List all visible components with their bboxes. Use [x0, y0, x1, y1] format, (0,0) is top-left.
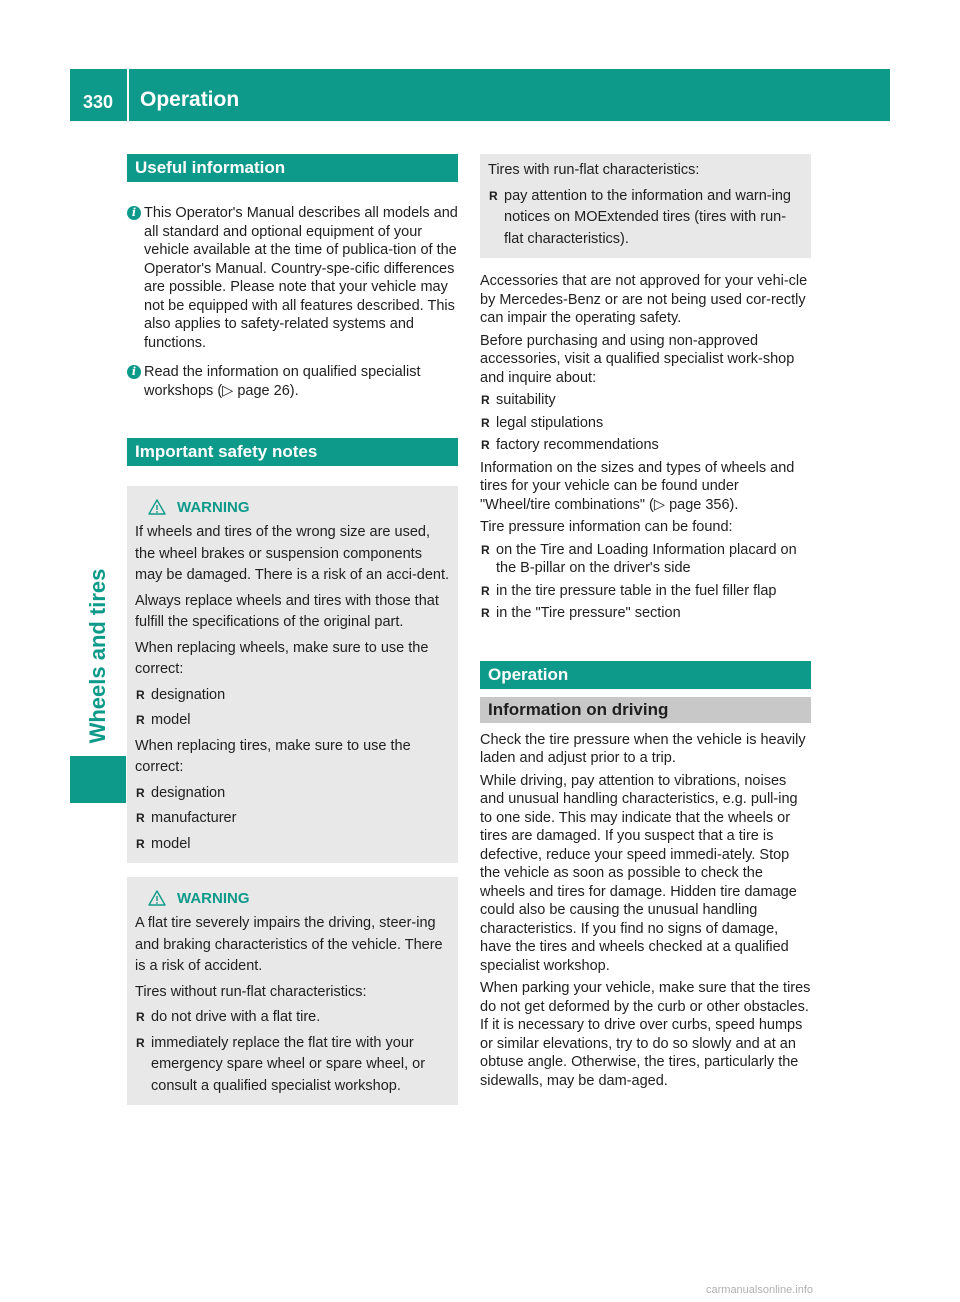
header-divider — [127, 69, 129, 121]
body-text: Tire pressure information can be found: — [480, 519, 733, 535]
info-note-text: Read the information on qualified specialist workshops (▷ page 26). — [144, 364, 421, 399]
list-item: R do not drive with a flat tire. — [135, 1007, 450, 1029]
bullet-list — [135, 1007, 450, 1097]
list-item: R model — [135, 710, 450, 732]
warning-label: WARNING — [177, 889, 250, 907]
information-on-driving-heading: Information on driving — [480, 697, 811, 723]
warning-triangle-icon — [148, 890, 166, 906]
list-item: R immediately replace the flat tire with your emergency spare wheel or spare wheel, or consult a qualified specialist workshop. — [136, 1034, 426, 1094]
body-text: Information on the sizes and types of wheels and tires for your vehicle can be found under "Wheel/tire combinations" (▷ page 356). — [480, 459, 795, 513]
left-column — [127, 154, 458, 1105]
list-item: R suitability — [481, 392, 556, 408]
list-item: R designation — [135, 783, 450, 805]
warning-text: When replacing wheels, make sure to use the correct: — [135, 639, 429, 677]
list-item: R legal stipulations — [481, 414, 604, 431]
bullet-list — [480, 391, 811, 455]
list-item: R designation — [135, 685, 450, 707]
warning-heading — [148, 496, 450, 518]
side-tab-block — [70, 756, 126, 803]
warning-text: If wheels and tires of the wrong size are used, the wheel brakes or suspension components may be damaged. There is a risk of an acci-dent. — [135, 524, 450, 583]
warning-text: A flat tire severely impairs the driving, steer-ing and braking characteristics of the vehicle. There is a risk of accident. — [135, 915, 443, 974]
warning-box — [127, 877, 458, 1105]
list-item: R in the tire pressure table in the fuel filler flap — [481, 582, 777, 599]
warning-triangle-icon — [148, 499, 166, 515]
page-number: 330 — [83, 92, 114, 112]
operation-heading: Operation — [480, 661, 811, 689]
list-item: R in the "Tire pressure" section — [481, 605, 681, 621]
bullet-icon: R — [481, 542, 490, 557]
info-note — [127, 363, 458, 400]
warning-text: Always replace wheels and tires with those that fulfill the specifications of the original part. — [135, 592, 439, 630]
bullet-icon: R — [481, 606, 490, 620]
warning-label: WARNING — [177, 498, 250, 516]
warning-box — [127, 486, 458, 863]
info-note-text: This Operator's Manual describes all models and all standard and optional equipment of your vehicle available at the time of publica-tion of the Operator's Manual. Country-spe-cific differences are possible. Please note that your vehicle may not be equipped with all features described. This also applies to safety-related systems and functions. — [144, 205, 458, 351]
info-note — [127, 204, 458, 352]
bullet-icon: R — [489, 188, 498, 203]
bullet-list — [135, 783, 450, 856]
body-text: Check the tire pressure when the vehicle is heavily laden and adjust prior to a trip. — [480, 731, 806, 766]
runflat-box — [480, 154, 811, 258]
bullet-icon: R — [136, 713, 145, 727]
body-text: Before purchasing and using non-approved accessories, visit a qualified specialist work-shop and inquire about: — [480, 332, 795, 386]
bullet-icon: R — [136, 836, 145, 851]
list-item: R manufacturer — [135, 808, 450, 830]
right-column — [480, 154, 811, 1090]
page-title: Operation — [140, 88, 240, 111]
list-item: R model — [135, 834, 450, 856]
bullet-icon: R — [481, 415, 490, 430]
runflat-title: Tires with run-flat characteristics: — [488, 162, 700, 178]
list-item: R on the Tire and Loading Information placard on the B-pillar on the driver's side — [481, 541, 797, 576]
bullet-icon: R — [136, 1035, 145, 1050]
warning-text: When replacing tires, make sure to use the correct: — [135, 737, 411, 775]
info-icon: i — [127, 365, 141, 379]
bullet-list — [488, 186, 803, 251]
bullet-icon: R — [481, 393, 490, 407]
important-safety-notes-heading: Important safety notes — [127, 438, 458, 466]
watermark: carmanualsonline.info — [706, 1284, 814, 1296]
bullet-list — [480, 541, 811, 623]
body-text: Accessories that are not approved for your vehi-cle by Mercedes-Benz or are not being used cor-rectly can impair the operating safety. — [480, 273, 808, 326]
bullet-icon: R — [136, 811, 145, 825]
body-text: While driving, pay attention to vibrations, noises and unusual handling characteristics, e.g. pull-ing to one side. This may indicate that the wheels or tires are damaged. If you suspect that a tire is defective, reduce your speed immedi-ately. Stop the vehicle as soon as possible to check the wheels and tires for damage. Hidden tire damage could also be causing the unusual handling characteristics. If you find no signs of damage, have the tires and wheels checked at a qualified specialist workshop. — [480, 772, 798, 974]
body-text: When parking your vehicle, make sure that the tires do not get deformed by the curb or other obstacles. If it is necessary to drive over curbs, speed humps or similar elevations, try to do so slowly and at an obtuse angle. Otherwise, the tires, particularly the sidewalls, may be dam-aged. — [480, 980, 811, 1089]
list-item: R pay attention to the information and warn-ing notices on MOExtended tires (tires with run-flat characteristics). — [489, 187, 791, 247]
side-tab-label: Wheels and tires — [85, 568, 110, 744]
bullet-icon: R — [136, 785, 145, 800]
warning-text: Tires without run-flat characteristics: — [135, 983, 367, 1000]
bullet-icon: R — [481, 438, 490, 452]
info-icon: i — [127, 206, 141, 220]
list-item: R factory recommendations — [481, 437, 659, 453]
bullet-icon: R — [136, 1010, 145, 1024]
bullet-icon: R — [136, 687, 145, 702]
useful-information-heading: Useful information — [127, 154, 458, 182]
bullet-list — [135, 685, 450, 732]
bullet-icon: R — [481, 583, 490, 598]
warning-heading — [148, 887, 450, 909]
